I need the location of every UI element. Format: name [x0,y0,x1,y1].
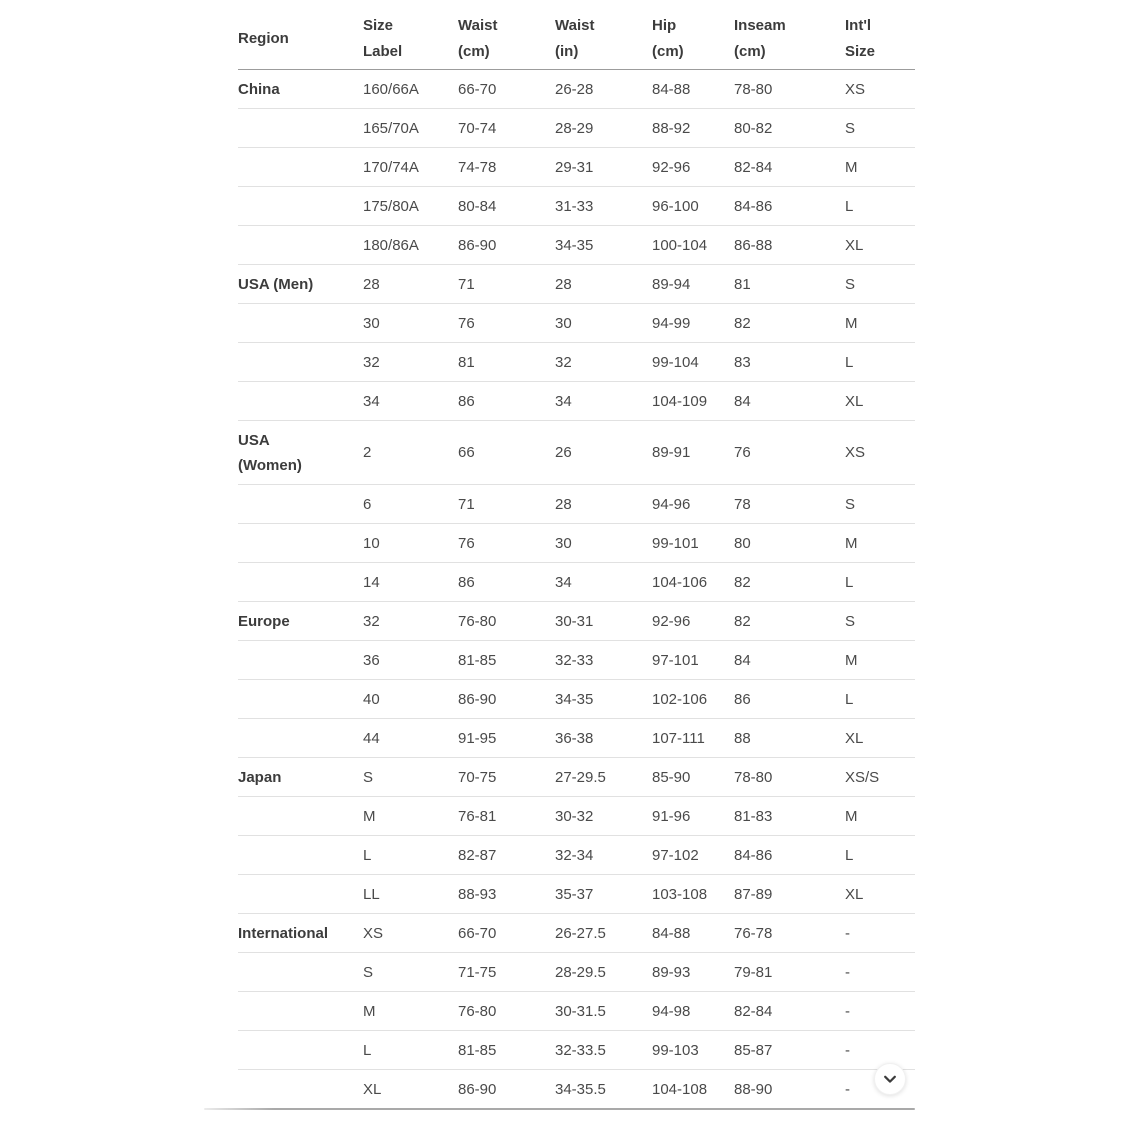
cell-waist_in: 26-27.5 [555,914,652,953]
cell-hip_cm: 92-96 [652,148,734,187]
cell-waist_in: 30-31 [555,602,652,641]
column-header-line: Region [238,29,289,47]
cell-inseam_cm: 76-78 [734,914,845,953]
table-row [238,836,915,875]
cell-size_label: 32 [363,602,458,641]
cell-hip_cm: 88-92 [652,109,734,148]
column-header-line: Size [363,16,394,34]
cell-inseam_cm: 82 [734,602,845,641]
cell-hip_cm: 100-104 [652,226,734,265]
column-header-line: Label [363,42,403,60]
table-row [238,758,915,797]
cell-intl_size: S [845,265,915,304]
cell-intl_size: L [845,343,915,382]
cell-size_label: 30 [363,304,458,343]
cell-hip_cm: 97-102 [652,836,734,875]
horizontal-scrollbar[interactable] [204,1108,915,1110]
column-header-hip_cm [652,8,734,70]
cell-hip_cm: 89-91 [652,421,734,485]
cell-waist_cm: 81 [458,343,555,382]
cell-waist_cm: 66 [458,421,555,485]
table-row [238,382,915,421]
cell-size_label: 6 [363,485,458,524]
cell-waist_in: 34-35 [555,680,652,719]
size-table [238,8,915,1108]
cell-size_label: S [363,953,458,992]
cell-hip_cm: 99-104 [652,343,734,382]
cell-inseam_cm: 86-88 [734,226,845,265]
cell-region [238,836,363,875]
cell-intl_size: S [845,109,915,148]
cell-waist_cm: 70-74 [458,109,555,148]
cell-waist_cm: 71 [458,265,555,304]
cell-inseam_cm: 84 [734,641,845,680]
cell-size_label: 170/74A [363,148,458,187]
table-row [238,109,915,148]
table-row [238,187,915,226]
cell-waist_cm: 66-70 [458,70,555,109]
table-row [238,602,915,641]
cell-waist_in: 32 [555,343,652,382]
cell-inseam_cm: 76 [734,421,845,485]
cell-intl_size: XS [845,70,915,109]
table-row [238,265,915,304]
cell-inseam_cm: 82-84 [734,148,845,187]
cell-hip_cm: 84-88 [652,70,734,109]
cell-region [238,563,363,602]
cell-inseam_cm: 85-87 [734,1031,845,1070]
cell-region [238,797,363,836]
cell-waist_in: 27-29.5 [555,758,652,797]
cell-region [238,485,363,524]
cell-hip_cm: 89-94 [652,265,734,304]
table-row [238,1031,915,1070]
column-header-region [238,8,363,70]
column-header-line: (cm) [652,42,684,60]
cell-inseam_cm: 78 [734,485,845,524]
cell-size_label: 160/66A [363,70,458,109]
cell-region [238,1070,363,1108]
cell-hip_cm: 107-111 [652,719,734,758]
cell-intl_size: M [845,797,915,836]
column-header-line: Inseam [734,16,786,34]
cell-region [238,187,363,226]
cell-intl_size: XL [845,382,915,421]
cell-size_label: 44 [363,719,458,758]
cell-region [238,148,363,187]
cell-waist_cm: 71 [458,485,555,524]
cell-size_label: 36 [363,641,458,680]
cell-region [238,875,363,914]
cell-hip_cm: 91-96 [652,797,734,836]
cell-size_label: S [363,758,458,797]
cell-waist_in: 30-31.5 [555,992,652,1031]
expand-button[interactable] [874,1063,906,1095]
cell-inseam_cm: 78-80 [734,758,845,797]
cell-intl_size: - [845,1031,915,1070]
table-row [238,304,915,343]
table-row [238,875,915,914]
cell-region [238,382,363,421]
column-header-line: Waist [458,16,498,34]
cell-waist_in: 28-29 [555,109,652,148]
cell-hip_cm: 102-106 [652,680,734,719]
cell-region [238,641,363,680]
cell-waist_in: 34 [555,382,652,421]
cell-waist_cm: 74-78 [458,148,555,187]
cell-waist_cm: 76-81 [458,797,555,836]
column-header-line: Int'l [845,16,872,34]
cell-inseam_cm: 87-89 [734,875,845,914]
cell-hip_cm: 94-98 [652,992,734,1031]
cell-intl_size: - [845,914,915,953]
cell-hip_cm: 104-108 [652,1080,708,1098]
table-row [238,148,915,187]
cell-waist_in: 32-34 [555,836,652,875]
cell-hip_cm: 96-100 [652,187,734,226]
cell-region: USA (Men) [238,265,363,304]
cell-inseam_cm: 88-90 [734,1080,773,1098]
cell-intl_size: - [845,953,915,992]
cell-waist_in: 26 [555,421,652,485]
cell-waist_cm: 71-75 [458,953,555,992]
cell-waist_cm: 86-90 [458,226,555,265]
cell-waist_cm: 82-87 [458,836,555,875]
cell-intl_size: L [845,187,915,226]
column-header-inseam_cm [734,8,845,70]
cell-size_label: 40 [363,680,458,719]
cell-inseam_cm: 80-82 [734,109,845,148]
cell-intl_size: - [845,992,915,1031]
cell-waist_cm: 76 [458,524,555,563]
cell-intl_size: L [845,836,915,875]
cell-size_label: 14 [363,563,458,602]
cell-inseam_cm: 86 [734,680,845,719]
column-header-size_label [363,8,458,70]
cell-size_label: XL [363,1080,382,1098]
column-header-intl_size [845,8,915,70]
cell-region [238,953,363,992]
column-header-line: Hip [652,16,677,34]
cell-waist_cm: 76 [458,304,555,343]
cell-waist_cm: 86-90 [458,1080,497,1098]
cell-intl_size: S [845,602,915,641]
cell-waist_in: 35-37 [555,875,652,914]
cell-waist_in: 34-35 [555,226,652,265]
cell-inseam_cm: 80 [734,524,845,563]
cell-region: Japan [238,758,363,797]
cell-size_label: 2 [363,421,458,485]
cell-intl_size: S [845,485,915,524]
cell-hip_cm: 92-96 [652,602,734,641]
cell-intl_size: M [845,524,915,563]
cell-intl_size: - [845,1080,850,1098]
cell-inseam_cm: 88 [734,719,845,758]
table-row [238,680,915,719]
cell-region [238,1031,363,1070]
cell-region [238,992,363,1031]
cell-intl_size: XS/S [845,758,915,797]
cell-hip_cm: 99-101 [652,524,734,563]
table-row [238,797,915,836]
cell-size_label: L [363,836,458,875]
column-header-waist_in [555,8,652,70]
cell-waist_in: 32-33 [555,641,652,680]
column-header-line: Size [845,42,876,60]
column-header-line: (cm) [458,42,490,60]
size-conversion-table [238,8,915,1108]
cell-region [238,226,363,265]
cell-hip_cm: 103-108 [652,875,734,914]
cell-intl_size: XL [845,875,915,914]
cell-inseam_cm: 81 [734,265,845,304]
cell-hip_cm: 85-90 [652,758,734,797]
cell-waist_cm: 70-75 [458,758,555,797]
cell-region: USA (Women) [238,421,363,485]
cell-waist_in: 32-33.5 [555,1031,652,1070]
cell-intl_size: XS [845,421,915,485]
cell-waist_in: 30-32 [555,797,652,836]
cell-hip_cm: 94-99 [652,304,734,343]
cell-hip_cm: 94-96 [652,485,734,524]
cell-size_label: LL [363,875,458,914]
cell-intl_size: M [845,641,915,680]
cell-region: Europe [238,602,363,641]
cell-waist_in: 30 [555,304,652,343]
cell-waist_in: 28 [555,485,652,524]
cell-size_label: 10 [363,524,458,563]
cell-inseam_cm: 81-83 [734,797,845,836]
cell-inseam_cm: 78-80 [734,70,845,109]
cell-region: International [238,914,363,953]
cell-inseam_cm: 82 [734,304,845,343]
table-header [238,8,915,70]
cell-hip_cm: 89-93 [652,953,734,992]
table-row [238,421,915,485]
table-row [238,953,915,992]
cell-waist_cm: 88-93 [458,875,555,914]
cell-size_label: L [363,1031,458,1070]
column-header-line: (in) [555,42,579,60]
cell-waist_cm: 91-95 [458,719,555,758]
cell-waist_cm: 86 [458,382,555,421]
cell-waist_in: 34-35.5 [555,1080,606,1098]
cell-waist_in: 31-33 [555,187,652,226]
cell-hip_cm: 104-109 [652,382,734,421]
table-row [238,641,915,680]
table-row [238,524,915,563]
cell-region: China [238,70,363,109]
cell-intl_size: M [845,148,915,187]
table-body [238,70,915,1108]
cell-size_label: XS [363,914,458,953]
cell-waist_cm: 86 [458,563,555,602]
cell-region [238,343,363,382]
table-row [238,343,915,382]
cell-region [238,109,363,148]
cell-waist_cm: 76-80 [458,992,555,1031]
cell-hip_cm: 97-101 [652,641,734,680]
cell-region [238,719,363,758]
cell-waist_in: 28-29.5 [555,953,652,992]
chevron-down-icon [882,1071,898,1087]
table-row [238,70,915,109]
table-row [238,719,915,758]
cell-waist_in: 29-31 [555,148,652,187]
cell-intl_size: M [845,304,915,343]
cell-hip_cm: 84-88 [652,914,734,953]
cell-size_label: 180/86A [363,226,458,265]
cell-size_label: 32 [363,343,458,382]
cell-inseam_cm: 84-86 [734,187,845,226]
table-row [238,1070,915,1108]
cell-inseam_cm: 84 [734,382,845,421]
cell-hip_cm: 104-106 [652,563,734,602]
cell-inseam_cm: 79-81 [734,953,845,992]
cell-size_label: 28 [363,265,458,304]
cell-inseam_cm: 83 [734,343,845,382]
cell-waist_in: 26-28 [555,70,652,109]
cell-inseam_cm: 82 [734,563,845,602]
column-header-line: (cm) [734,42,766,60]
cell-inseam_cm: 84-86 [734,836,845,875]
cell-region [238,524,363,563]
cell-waist_cm: 76-80 [458,602,555,641]
cell-waist_cm: 81-85 [458,1031,555,1070]
cell-waist_cm: 80-84 [458,187,555,226]
cell-region [238,304,363,343]
cell-inseam_cm: 82-84 [734,992,845,1031]
table-row [238,226,915,265]
cell-size_label: 175/80A [363,187,458,226]
column-header-line: Waist [555,16,595,34]
cell-intl_size: L [845,680,915,719]
cell-size_label: M [363,992,458,1031]
cell-intl_size: XL [845,226,915,265]
table-row [238,992,915,1031]
header-row [238,8,915,70]
cell-size_label: 165/70A [363,109,458,148]
cell-hip_cm: 99-103 [652,1031,734,1070]
cell-waist_cm: 81-85 [458,641,555,680]
cell-size_label: M [363,797,458,836]
cell-intl_size: L [845,563,915,602]
cell-region [238,680,363,719]
table-row [238,485,915,524]
column-header-waist_cm [458,8,555,70]
table-row [238,563,915,602]
table-row [238,914,915,953]
cell-waist_in: 34 [555,563,652,602]
cell-waist_cm: 86-90 [458,680,555,719]
cell-waist_in: 30 [555,524,652,563]
cell-intl_size: XL [845,719,915,758]
cell-waist_in: 28 [555,265,652,304]
cell-size_label: 34 [363,382,458,421]
cell-waist_in: 36-38 [555,719,652,758]
cell-waist_cm: 66-70 [458,914,555,953]
